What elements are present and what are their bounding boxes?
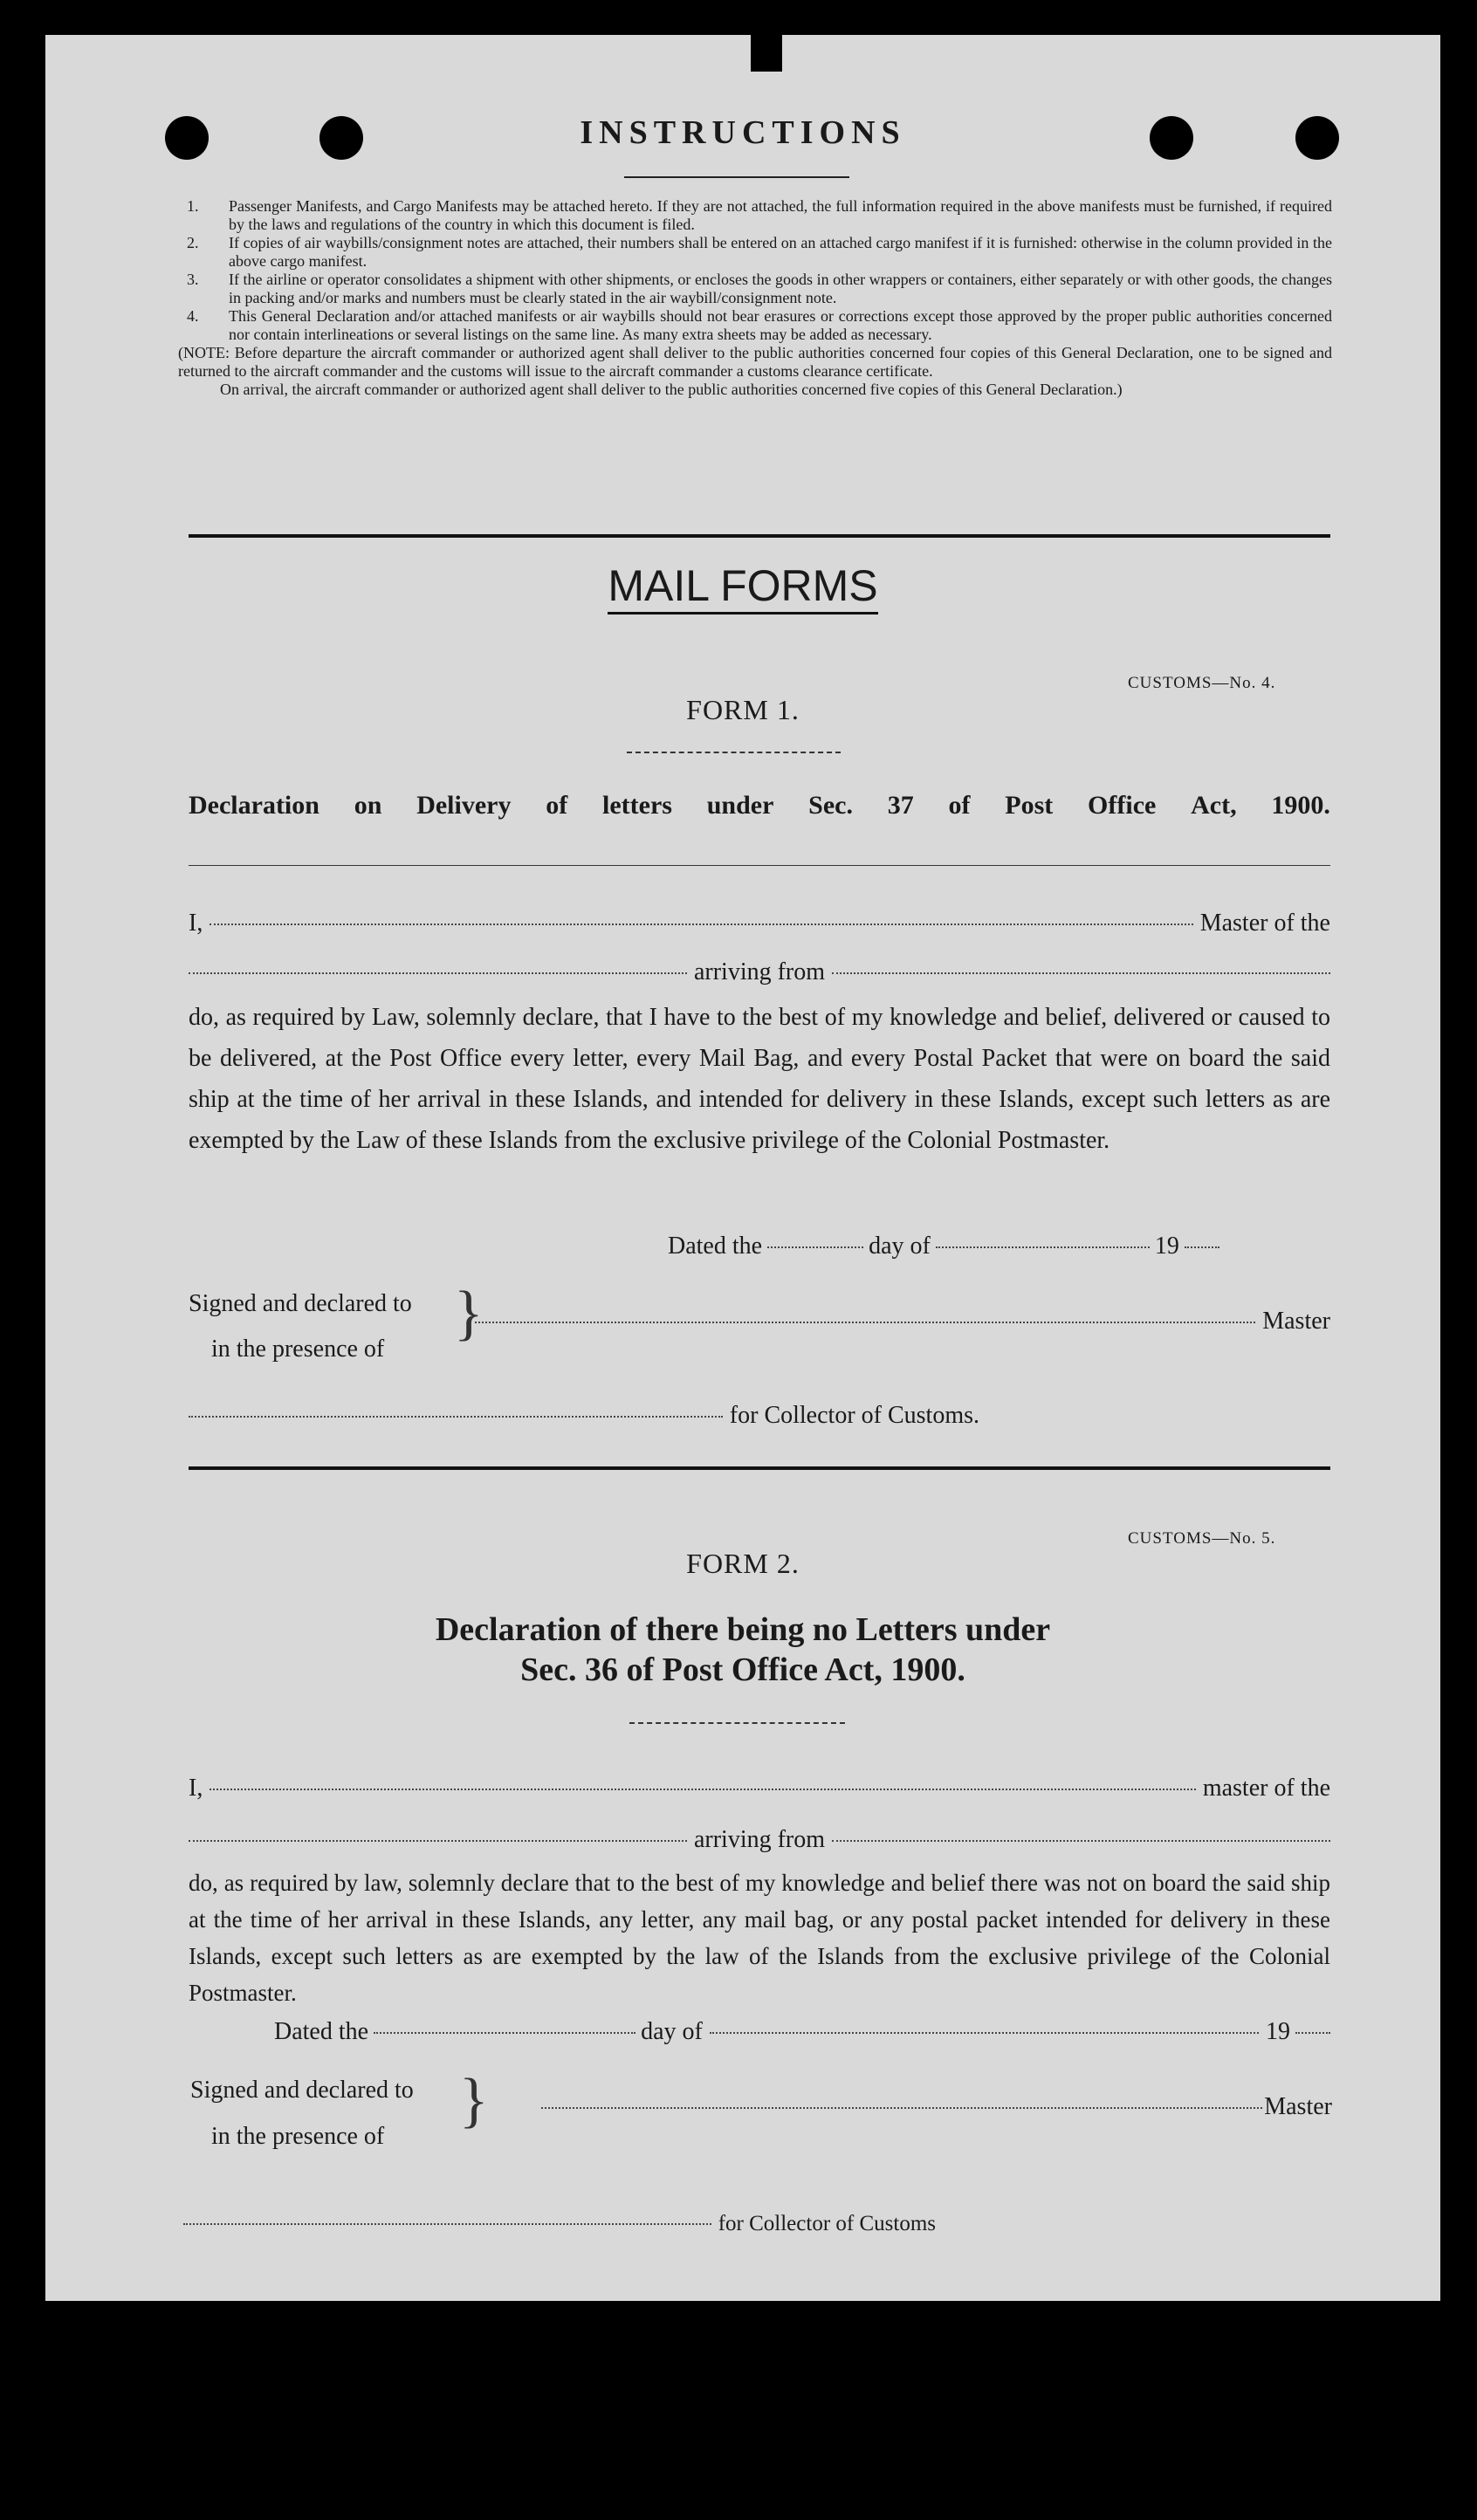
instructions-underline	[624, 176, 849, 178]
form2-arriving-label: arriving from	[693, 1826, 826, 1853]
form2-name-field[interactable]	[210, 1789, 1196, 1790]
form2-declaration-heading	[45, 1610, 1440, 1690]
instruction-text: Passenger Manifests, and Cargo Manifests may be attached hereto. If they are not attached, the full information required in the above manifests must be furnished, if required by the laws and regulations of the country in which this document is filed.	[229, 197, 1332, 233]
form2-declaration-paragraph: do, as required by law, solemnly declare that to the best of my knowledge and belief there was not on board the said ship at the time of her arrival in these Islands, any letter, any mail bag, or any postal packet intended for delivery in these Islands, except such letters as are exempted by the law of the Islands from the exclusive privilege of the Colonial Postmaster.	[189, 1870, 1330, 2006]
instructions-note: (NOTE: Before departure the aircraft commander or authorized agent shall deliver to the public authorities concerned four copies of this General Declaration, one to be signed and returned to the aircraft commander and the customs will issue to the aircraft commander a customs clearance certificate.	[178, 344, 1332, 380]
form1-dated-line	[668, 1233, 1219, 1260]
declaration-word: Post	[1005, 791, 1054, 820]
form2-master-signature-line	[541, 2093, 1332, 2121]
form1-day-of-label: day of	[869, 1233, 931, 1260]
form2-origin-field[interactable]	[832, 1840, 1330, 1842]
form2-presence-label: in the presence of	[211, 2123, 385, 2150]
form2-ship-field[interactable]	[189, 1840, 687, 1842]
declaration-word: on	[354, 791, 382, 820]
form2-name-line	[189, 1775, 1330, 1802]
form1-master-label: Master	[1262, 1308, 1330, 1335]
form1-declaration-heading	[189, 791, 1330, 821]
form2-year-label: 19	[1266, 2018, 1290, 2045]
form2-month-field[interactable]	[710, 2032, 1259, 2034]
form2-signed-label: Signed and declared to	[190, 2077, 414, 2104]
form1-ship-line	[189, 958, 1330, 986]
form1-customs-number: CUSTOMS—No. 4.	[1128, 674, 1276, 692]
instruction-text: This General Declaration and/or attached manifests or air waybills should not bear erasures or corrections except those approved by the proper public authorities concerned nor contain interlineations or several listings on the same line. As many extra sheets may be added as necessary.	[229, 307, 1332, 343]
form1-collector-label: for Collector of Customs.	[729, 1402, 979, 1429]
instruction-number: 2.	[187, 234, 199, 251]
form2-master-signature-field[interactable]	[541, 2107, 1262, 2109]
form2-declaration-line2: Sec. 36 of Post Office Act, 1900.	[520, 1651, 965, 1688]
form1-brace: }	[454, 1280, 484, 1347]
section-divider	[189, 534, 1330, 538]
form2-day-of-label: day of	[641, 2018, 703, 2045]
form2-collector-signature-field[interactable]	[183, 2223, 711, 2225]
declaration-word: Act,	[1191, 791, 1237, 820]
form1-origin-field[interactable]	[832, 972, 1330, 974]
form1-signed-label: Signed and declared to	[189, 1290, 412, 1317]
declaration-word: Sec.	[808, 791, 853, 820]
form1-master-signature-field[interactable]	[475, 1322, 1255, 1323]
form1-name-line	[189, 910, 1330, 937]
declaration-word: 37	[887, 791, 914, 820]
form2-ship-line	[189, 1826, 1330, 1854]
form2-signed-block	[190, 2067, 414, 2160]
form2-dated-label: Dated the	[274, 2018, 369, 2045]
instruction-number: 4.	[187, 307, 199, 325]
form1-ship-field[interactable]	[189, 972, 687, 974]
document-sheet	[45, 35, 1440, 2301]
form1-year-field[interactable]	[1185, 1246, 1219, 1248]
instructions-heading: INSTRUCTIONS	[580, 114, 906, 151]
form1-day-field[interactable]	[767, 1246, 863, 1248]
form1-year-label: 19	[1154, 1233, 1179, 1260]
form2-day-field[interactable]	[374, 2032, 635, 2034]
form1-signed-block	[189, 1281, 412, 1372]
instruction-text: If copies of air waybills/consignment notes are attached, their numbers shall be entered on an attached cargo manifest if it is furnished: otherwise in the column provided in the above cargo manifest.	[229, 234, 1332, 270]
form1-i-label: I,	[189, 910, 203, 937]
form1-declaration-paragraph: do, as required by Law, solemnly declare, that I have to the best of my knowledge and belief, delivered or caused to be delivered, at the Post Office every letter, every Mail Bag, and every Postal Packet that were on board the said ship at the time of her arrival in these Islands, and intended for delivery in these Islands, except such letters as are exempted by the Law of these Islands from the exclusive privilege of the Colonial Postmaster.	[189, 1004, 1330, 1154]
form1-master-signature-line	[475, 1308, 1330, 1336]
instructions-list	[178, 197, 1332, 399]
form-divider	[189, 1466, 1330, 1470]
form1-presence-label: in the presence of	[211, 1336, 385, 1363]
instruction-item	[187, 271, 1332, 307]
form2-dated-line	[274, 2018, 1330, 2046]
form1-dated-label: Dated the	[668, 1233, 763, 1260]
instruction-item	[187, 197, 1332, 234]
declaration-word: under	[706, 791, 774, 820]
instruction-number: 3.	[187, 271, 199, 288]
instruction-number: 1.	[187, 197, 199, 215]
form1-master-of-label: Master of the	[1199, 910, 1330, 937]
form2-master-of-label: master of the	[1202, 1775, 1330, 1802]
form1-title: FORM 1.	[686, 694, 800, 725]
mail-forms-title-text: MAIL FORMS	[608, 561, 877, 615]
declaration-word: letters	[602, 791, 672, 820]
instructions-note-arrival: On arrival, the aircraft commander or authorized agent shall deliver to the public authorities concerned five copies of this General Declaration.)	[220, 381, 1123, 398]
form2-customs-number: CUSTOMS—No. 5.	[1128, 1529, 1276, 1548]
declaration-word: Declaration	[189, 791, 319, 820]
mail-forms-title	[45, 560, 1440, 611]
form2-title-rule	[629, 1722, 845, 1724]
declaration-word: Office	[1088, 791, 1157, 820]
declaration-word: of	[948, 791, 971, 820]
form2-title: FORM 2.	[686, 1548, 800, 1579]
form2-collector-line	[183, 2212, 936, 2236]
instruction-item	[187, 307, 1332, 344]
form1-heading-rule	[189, 865, 1330, 866]
form1-month-field[interactable]	[936, 1246, 1150, 1248]
declaration-word: 1900.	[1271, 791, 1330, 820]
form2-brace: }	[459, 2067, 489, 2134]
form2-i-label: I,	[189, 1775, 203, 1802]
form1-collector-signature-field[interactable]	[189, 1416, 723, 1418]
declaration-word: Delivery	[416, 791, 512, 820]
declaration-word: of	[546, 791, 568, 820]
instruction-item	[187, 234, 1332, 271]
form1-collector-line	[189, 1402, 979, 1430]
form1-title-rule	[627, 752, 841, 753]
form2-collector-label: for Collector of Customs	[718, 2212, 936, 2235]
torn-notch	[751, 35, 782, 72]
form2-year-field[interactable]	[1295, 2032, 1330, 2034]
form1-arriving-label: arriving from	[693, 958, 826, 985]
instruction-text: If the airline or operator consolidates a shipment with other shipments, or encloses the goods in other wrappers or containers, either separately or with other goods, the changes in packing and/or marks and numbers must be clearly stated in the air waybill/consignment note.	[229, 271, 1332, 306]
form2-master-label: Master	[1264, 2093, 1332, 2120]
form2-declaration-line1: Declaration of there being no Letters under	[435, 1611, 1051, 1648]
form1-name-field[interactable]	[210, 924, 1192, 925]
